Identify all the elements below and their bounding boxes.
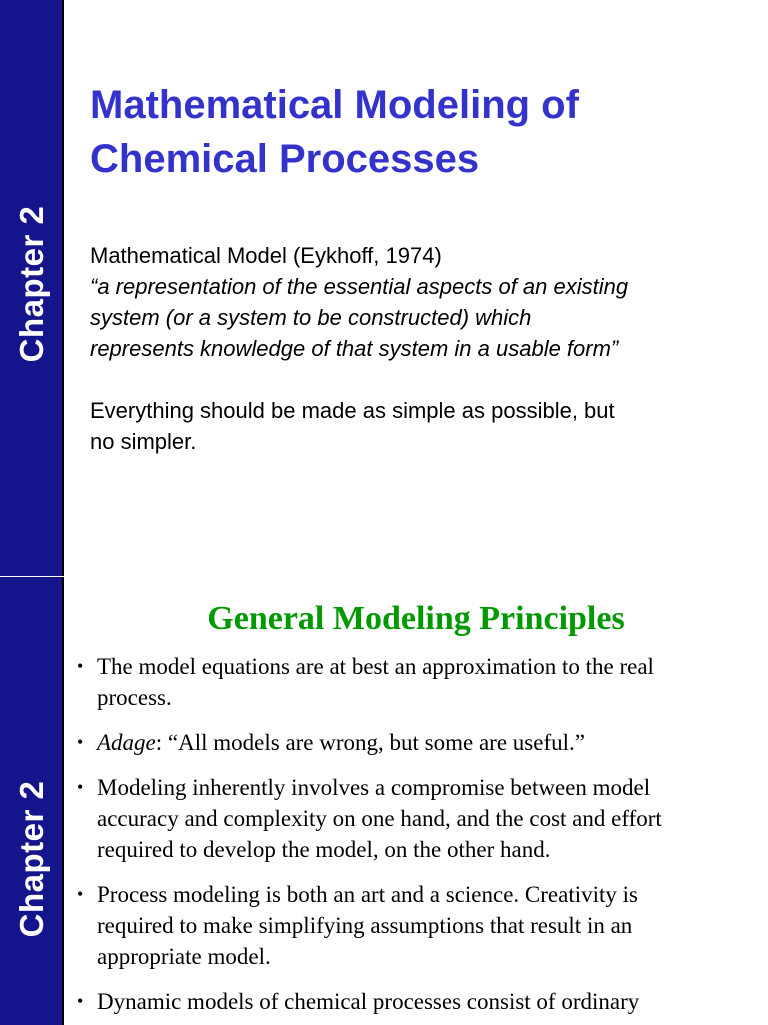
bullet-text: : “All models are wrong, but some are useful.” [155, 730, 585, 755]
chapter-label: Chapter 2 [13, 205, 50, 363]
quote-line-3: represents knowledge of that system in a usable form” [90, 336, 619, 361]
bullet-icon: • [77, 777, 84, 797]
bullet-text: accuracy and complexity on one hand, and the cost and effort [97, 806, 662, 831]
adage-label: Adage [97, 730, 156, 755]
list-item [74, 879, 734, 972]
bullet-text: required to make simplifying assumptions that result in an [97, 913, 633, 938]
bullet-text: required to develop the model, on the other hand. [97, 837, 551, 862]
bullet-list [74, 651, 734, 1025]
bullet-text: Dynamic models of chemical processes consist of ordinary [97, 989, 640, 1014]
list-item [74, 727, 734, 758]
quote-line-1: “a representation of the essential aspects of an existing [90, 274, 629, 299]
model-heading: Mathematical Model (Eykhoff, 1974) [90, 243, 442, 268]
quote-line-2: system (or a system to be constructed) which [90, 305, 532, 330]
chapter-sidebar [0, 577, 64, 1025]
title-line-1: Mathematical Modeling of [90, 83, 579, 127]
bullet-icon: • [77, 991, 84, 1011]
section-title: General Modeling Principles [207, 600, 625, 637]
bullet-text: Process modeling is both an art and a science. Creativity is [97, 882, 639, 907]
slide-2 [0, 576, 768, 1025]
title-line-2: Chemical Processes [90, 137, 480, 181]
chapter-label: Chapter 2 [13, 780, 50, 938]
list-item [74, 651, 734, 713]
slide-body [90, 240, 750, 457]
list-item [74, 986, 734, 1017]
chapter-sidebar [0, 0, 64, 576]
slide-title [90, 78, 740, 186]
bullet-icon: • [77, 656, 84, 676]
bullet-text: The model equations are at best an approximation to the real [97, 654, 654, 679]
bullet-text: process. [97, 685, 172, 710]
bullet-icon: • [77, 884, 84, 904]
bullet-text: Modeling inherently involves a compromise between model [97, 775, 651, 800]
list-item [74, 772, 734, 865]
simple-line-2: no simpler. [90, 429, 197, 454]
bullet-icon: • [77, 732, 84, 752]
bullet-text: appropriate model. [97, 944, 271, 969]
simple-line-1: Everything should be made as simple as possible, but [90, 398, 615, 423]
spacer [90, 364, 750, 395]
